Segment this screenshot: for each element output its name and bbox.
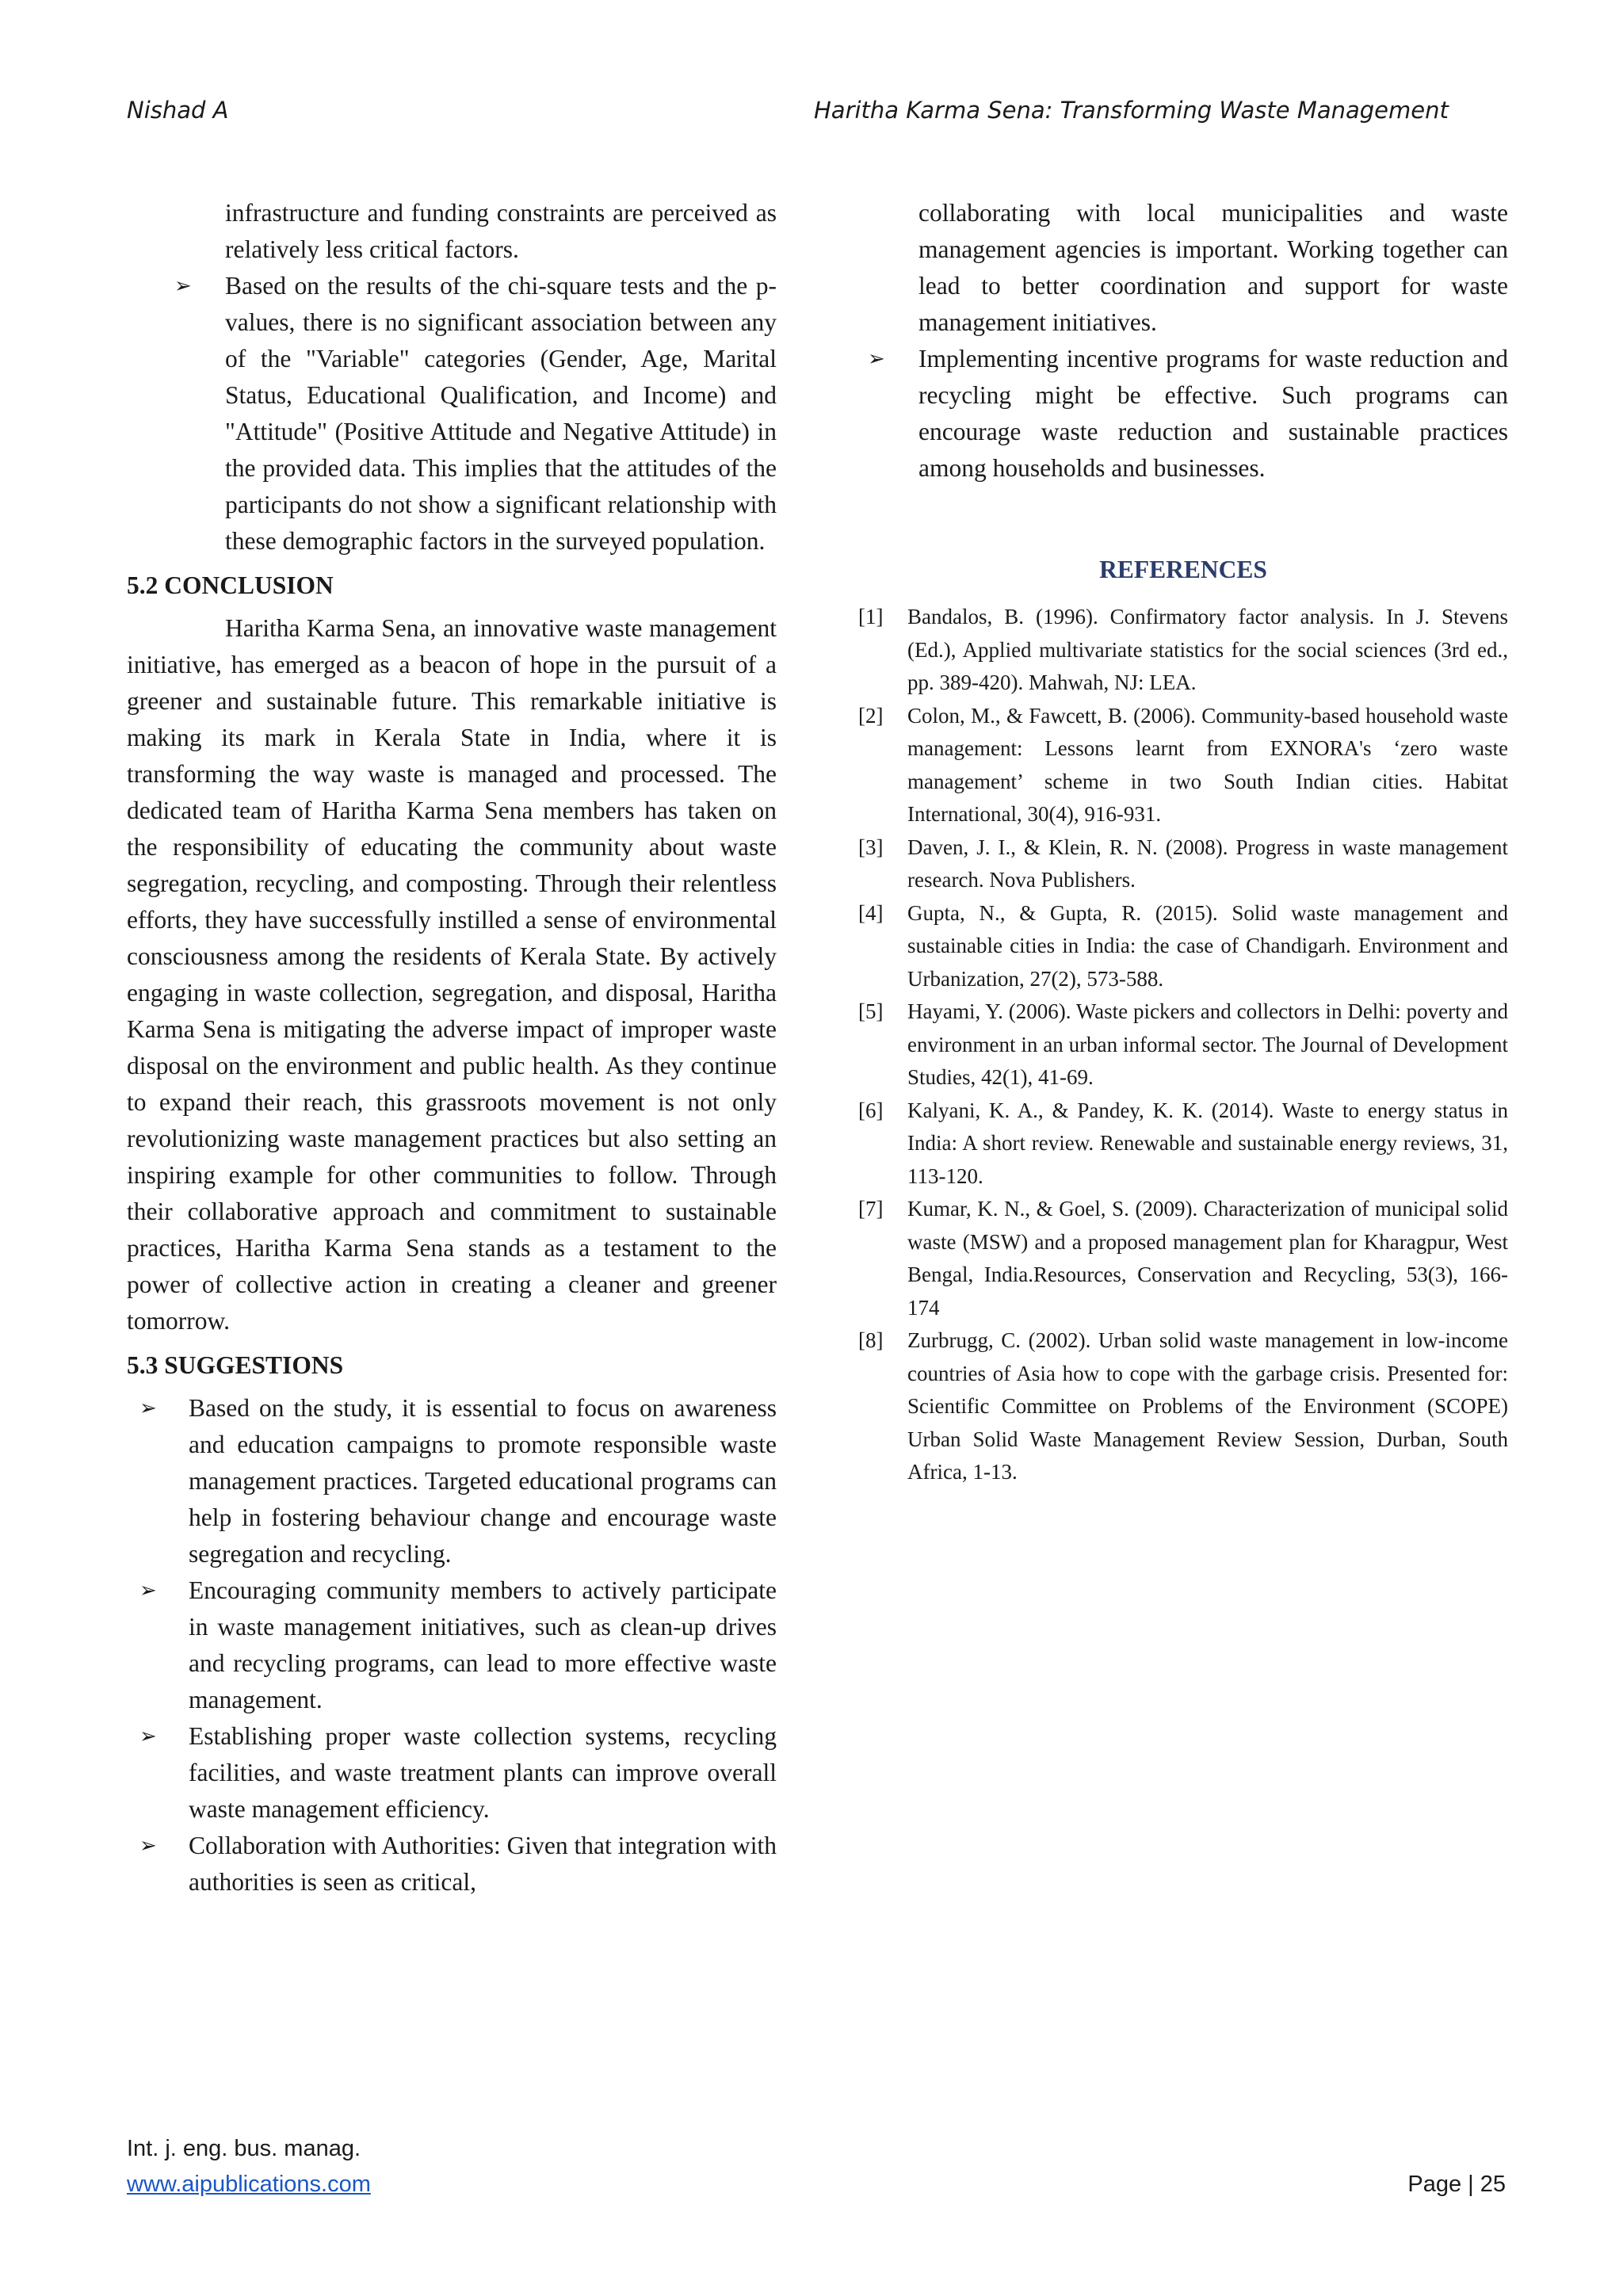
reference-text: Kalyani, K. A., & Pandey, K. K. (2014). Waste to energy status in India: A short review. Renewable and sustainable energy reviews, 31, 113-120. (907, 1098, 1508, 1188)
reference-number: [4] (858, 900, 884, 925)
reference-item (858, 601, 1508, 700)
suggestion-text: Encouraging community members to actively participate in waste management initiatives, such as clean-up drives and recycling programs, can lead to more effective waste management. (189, 1576, 777, 1713)
continued-suggestion-text: collaborating with local municipalities and waste management agencies is important. Working together can lead to better coordination and support for waste management initiatives. (918, 199, 1508, 336)
suggestions-heading: 5.3 SUGGESTIONS (127, 1351, 344, 1379)
reference-item (858, 831, 1508, 897)
arrow-bullet-icon: ➢ (139, 1396, 157, 1420)
suggestion-item (858, 341, 1508, 487)
running-head-title: Haritha Karma Sena: Transforming Waste Management (814, 97, 1449, 124)
reference-item (858, 1095, 1508, 1194)
continued-bullet-text: infrastructure and funding constraints are perceived as relatively less critical factors. (225, 199, 777, 263)
reference-item (858, 1324, 1508, 1489)
reference-text: Zurbrugg, C. (2002). Urban solid waste management in low-income countries of Asia how to cope with the garbage crisis. Presented for: Scientific Committee on Problems of the Environment (SCOPE) Urban Solid Waste Management Review Session, Durban, South Africa, 1-13. (907, 1328, 1508, 1484)
reference-item (858, 700, 1508, 831)
reference-text: Gupta, N., & Gupta, R. (2015). Solid waste management and sustainable cities in India: the case of Chandigarh. Environment and Urbanization, 27(2), 573-588. (907, 900, 1508, 991)
reference-item (858, 995, 1508, 1095)
footer-website-link[interactable]: www.aipublications.com (127, 2172, 371, 2197)
footer-page-number: Page | 25 (1407, 2172, 1506, 2197)
suggestion-text: Implementing incentive programs for waste reduction and recycling might be effective. Such programs can encourage waste reduction and sustainable practices among households and businesses. (918, 345, 1508, 482)
suggestion-item (127, 1390, 777, 1572)
arrow-bullet-icon: ➢ (139, 1725, 157, 1748)
reference-text: Bandalos, B. (1996). Confirmatory factor analysis. In J. Stevens (Ed.), Applied multivariate statistics for the social sciences (3rd ed., pp. 389-420). Mahwah, NJ: LEA. (907, 605, 1508, 694)
bullet-chi-square (127, 268, 777, 560)
reference-number: [2] (858, 703, 884, 728)
suggestion-item (127, 1828, 777, 1901)
right-column (858, 195, 1508, 1489)
arrow-bullet-icon: ➢ (868, 347, 885, 371)
reference-item (858, 897, 1508, 996)
reference-number: [5] (858, 999, 884, 1023)
reference-text: Hayami, Y. (2006). Waste pickers and collectors in Delhi: poverty and environment in an urban informal sector. The Journal of Development Studies, 42(1), 41-69. (907, 999, 1508, 1089)
reference-text: Colon, M., & Fawcett, B. (2006). Community-based household waste management: Lessons learnt from EXNORA's ‘zero waste management’ scheme in two South Indian cities. Habitat International, 30(4), 916-931. (907, 703, 1508, 826)
arrow-bullet-icon: ➢ (139, 1579, 157, 1603)
reference-text: Daven, J. I., & Klein, R. N. (2008). Progress in waste management research. Nova Publishers. (907, 835, 1508, 892)
suggestion-item (127, 1718, 777, 1828)
reference-number: [8] (858, 1328, 884, 1352)
suggestion-text: Establishing proper waste collection systems, recycling facilities, and waste treatment plants can improve overall waste management efficiency. (189, 1722, 777, 1823)
reference-text: Kumar, K. N., & Goel, S. (2009). Characterization of municipal solid waste (MSW) and a proposed management plan for Kharagpur, West Bengal, India.Resources, Conservation and Recycling, 53(3), 166-174 (907, 1197, 1508, 1320)
reference-number: [6] (858, 1098, 884, 1122)
suggestion-text: Collaboration with Authorities: Given that integration with authorities is seen as critical, (189, 1832, 777, 1896)
reference-number: [1] (858, 605, 884, 628)
footer-journal-name: Int. j. eng. bus. manag. (127, 2136, 361, 2161)
arrow-bullet-icon: ➢ (139, 1834, 157, 1858)
conclusion-heading: 5.2 CONCLUSION (127, 571, 334, 599)
conclusion-paragraph: Haritha Karma Sena, an innovative waste management initiative, has emerged as a beacon of hope in the pursuit of a greener and sustainable future. This remarkable initiative is making its mark in Kerala State in India, where it is transforming the way waste is managed and processed. The dedicated team of Haritha Karma Sena members has taken on the responsibility of educating the community about waste segregation, recycling, and composting. Through their relentless efforts, they have successfully instilled a sense of environmental consciousness among the residents of Kerala State. By actively engaging in waste collection, segregation, and disposal, Haritha Karma Sena is mitigating the adverse impact of improper waste disposal on the environment and public health. As they continue to expand their reach, this grassroots movement is not only revolutionizing waste management practices but also setting an inspiring example for other communities to follow. Through their collaborative approach and commitment to sustainable practices, Haritha Karma Sena stands as a testament to the power of collective action in creating a cleaner and greener tomorrow. (127, 614, 777, 1335)
suggestion-text: Based on the study, it is essential to focus on awareness and education campaigns to promote responsible waste management practices. Targeted educational programs can help in fostering behaviour change and encourage waste segregation and recycling. (189, 1394, 777, 1568)
bullet-text: Based on the results of the chi-square tests and the p-values, there is no significant association between any of the "Variable" categories (Gender, Age, Marital Status, Educational Qualification, and Income) and "Attitude" (Positive Attitude and Negative Attitude) in the provided data. This implies that the attitudes of the participants do not show a significant relationship with these demographic factors in the surveyed population. (225, 272, 777, 555)
reference-item (858, 1193, 1508, 1324)
left-column (127, 195, 777, 1901)
reference-number: [7] (858, 1197, 884, 1221)
reference-number: [3] (858, 835, 884, 859)
references-heading: REFERENCES (1099, 556, 1267, 583)
running-head-author: Nishad A (127, 97, 229, 124)
suggestion-item (127, 1572, 777, 1718)
arrow-bullet-icon: ➢ (174, 274, 192, 298)
